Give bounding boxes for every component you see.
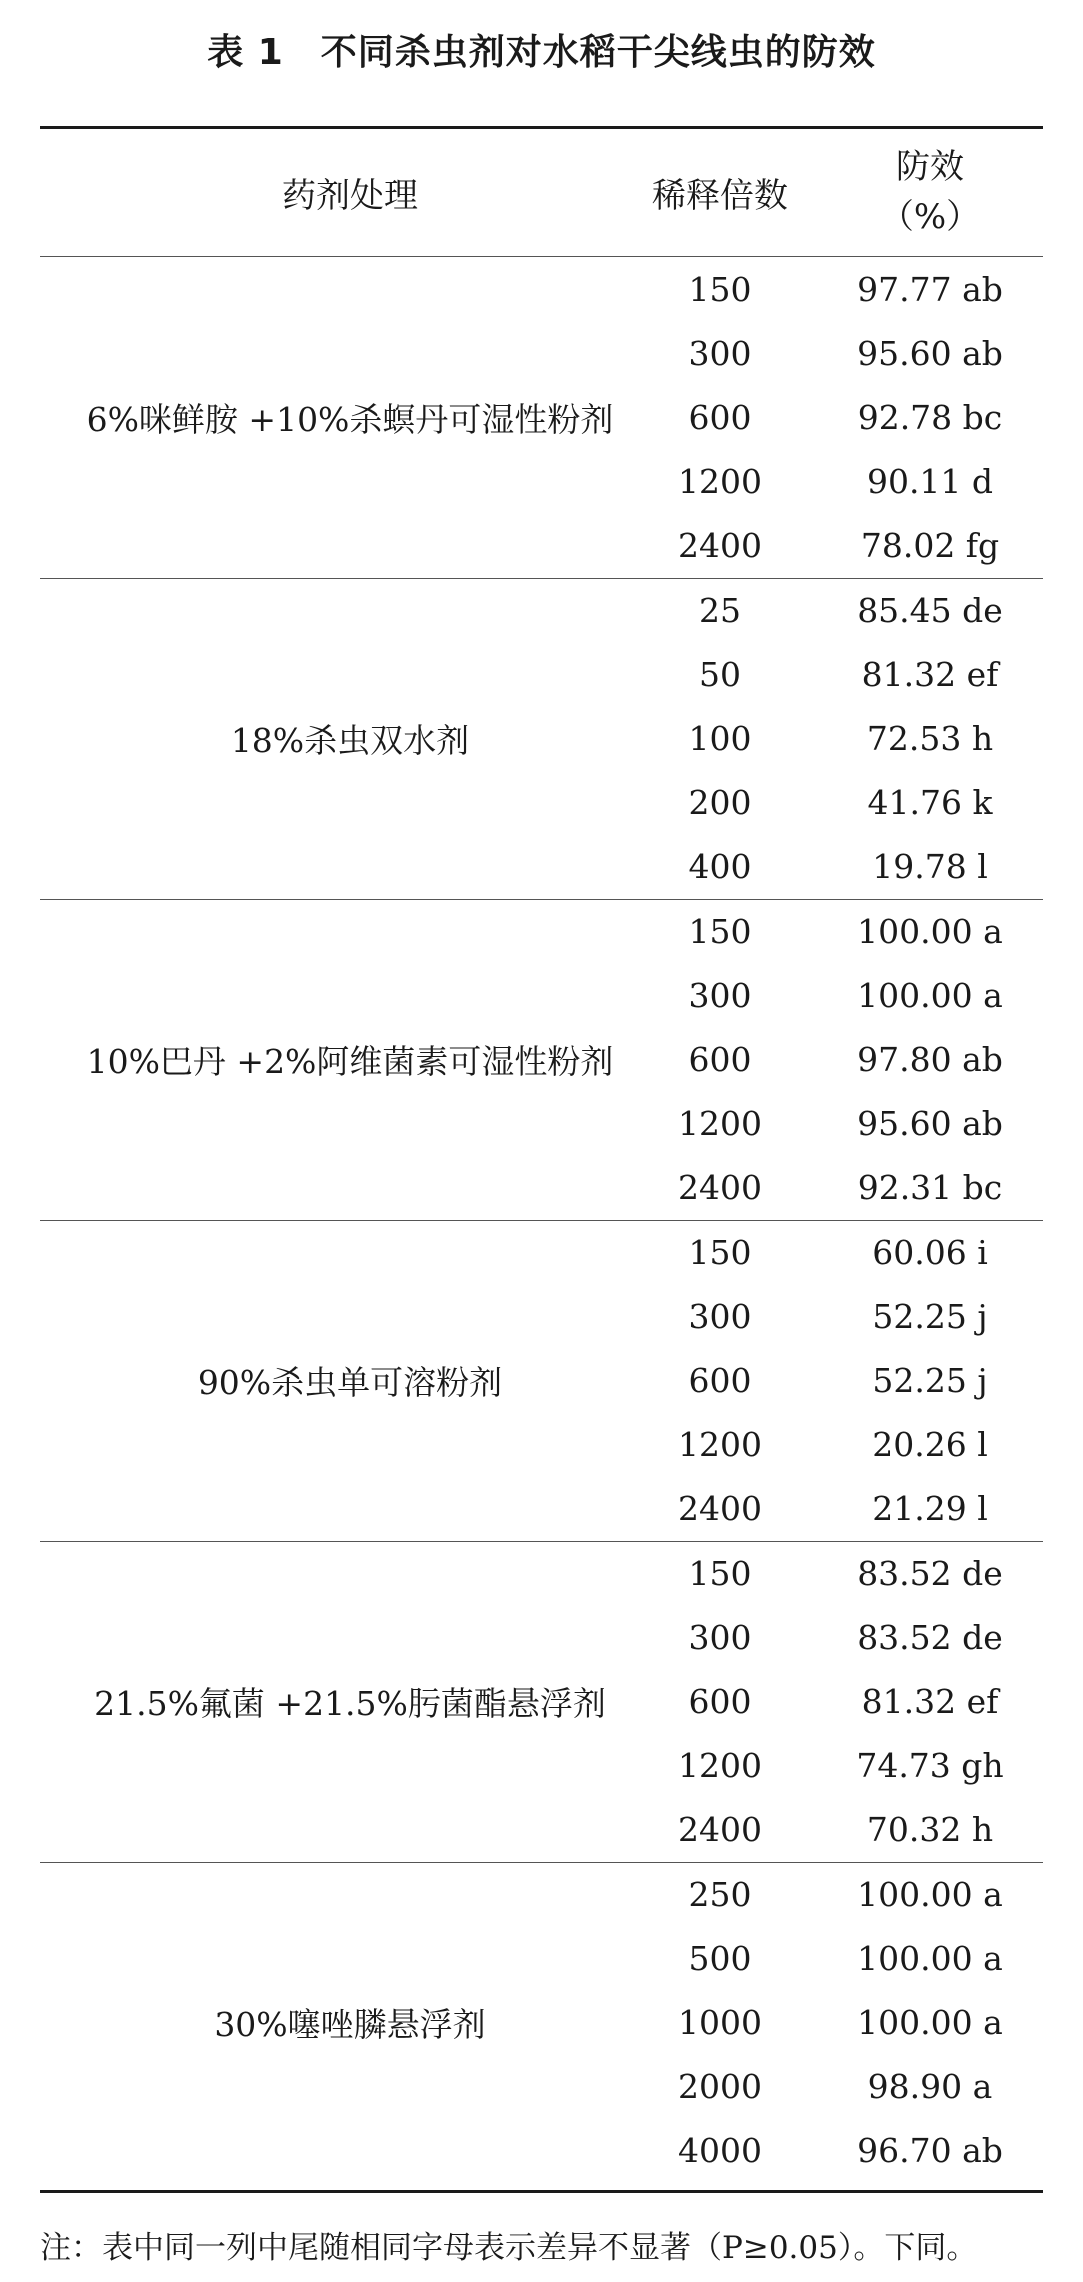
treatment-name: 6%咪鲜胺 +10%杀螟丹可湿性粉剂 <box>86 400 614 439</box>
dilution-cell: 600 <box>688 397 752 437</box>
efficacy-cell: 81.32 ef <box>861 1681 999 1721</box>
dilution-cell: 150 <box>688 269 752 309</box>
dilution-cell: 150 <box>688 1553 752 1593</box>
efficacy-cell: 52.25 j <box>872 1360 988 1400</box>
dilution-cell: 600 <box>688 1360 752 1400</box>
dilution-cell: 500 <box>688 1938 752 1978</box>
header-treatment: 药剂处理 <box>282 175 418 216</box>
treatment-name: 30%噻唑膦悬浮剂 <box>214 2005 486 2044</box>
dilution-cell: 400 <box>688 847 752 887</box>
efficacy-cell: 83.52 de <box>857 1617 1003 1657</box>
dilution-cell: 300 <box>688 975 752 1015</box>
header-efficacy <box>820 128 1040 256</box>
efficacy-cell: 83.52 de <box>857 1553 1003 1593</box>
bottom-rule <box>40 2190 1043 2193</box>
efficacy-cell: 52.25 j <box>872 1296 988 1336</box>
dilution-cell: 4000 <box>678 2131 762 2171</box>
header-dilution: 稀释倍数 <box>652 175 788 216</box>
dilution-cell: 250 <box>688 1874 752 1914</box>
dilution-cell: 2400 <box>678 1489 762 1529</box>
dilution-cell: 100 <box>688 718 752 758</box>
dilution-cell: 300 <box>688 1617 752 1657</box>
efficacy-cell: 95.60 ab <box>857 1104 1003 1144</box>
efficacy-cell: 21.29 l <box>872 1489 988 1529</box>
dilution-cell: 25 <box>699 590 741 630</box>
table-note: 注：表中同一列中尾随相同字母表示差异不显著（P≥0.05）。下同。 <box>40 2230 978 2266</box>
efficacy-cell: 95.60 ab <box>857 333 1003 373</box>
dilution-cell: 600 <box>688 1681 752 1721</box>
efficacy-cell: 72.53 h <box>866 718 994 758</box>
dilution-cell: 200 <box>688 783 752 823</box>
efficacy-cell: 70.32 h <box>866 1810 994 1850</box>
dilution-cell: 2000 <box>678 2067 762 2107</box>
dilution-cell: 300 <box>688 1296 752 1336</box>
dilution-cell: 150 <box>688 1232 752 1272</box>
dilution-cell: 1200 <box>678 1104 762 1144</box>
efficacy-cell: 96.70 ab <box>857 2131 1003 2171</box>
dilution-cell: 600 <box>688 1039 752 1079</box>
efficacy-cell: 74.73 gh <box>856 1746 1004 1786</box>
efficacy-cell: 92.78 bc <box>857 397 1003 437</box>
efficacy-cell: 92.31 bc <box>857 1168 1003 1208</box>
dilution-cell: 2400 <box>678 526 762 566</box>
table-title: 表 1 不同杀虫剂对水稻干尖线虫的防效 <box>207 32 876 73</box>
treatment-name: 18%杀虫双水剂 <box>230 721 470 760</box>
efficacy-cell: 97.77 ab <box>857 269 1003 309</box>
treatment-name: 10%巴丹 +2%阿维菌素可湿性粉剂 <box>86 1042 614 1081</box>
dilution-cell: 2400 <box>678 1810 762 1850</box>
efficacy-cell: 100.00 a <box>857 911 1003 951</box>
efficacy-cell: 41.76 k <box>867 783 993 823</box>
efficacy-cell: 19.78 l <box>872 847 988 887</box>
efficacy-cell: 85.45 de <box>857 590 1003 630</box>
treatment-name: 21.5%氟菌 +21.5%肟菌酯悬浮剂 <box>94 1684 606 1723</box>
header-efficacy-unit: （%） <box>879 197 981 237</box>
dilution-cell: 300 <box>688 333 752 373</box>
efficacy-cell: 100.00 a <box>857 975 1003 1015</box>
dilution-cell: 2400 <box>678 1168 762 1208</box>
efficacy-cell: 90.11 d <box>866 462 994 502</box>
efficacy-cell: 100.00 a <box>857 2002 1003 2042</box>
dilution-cell: 1200 <box>678 462 762 502</box>
dilution-cell: 1200 <box>678 1746 762 1786</box>
efficacy-cell: 97.80 ab <box>857 1039 1003 1079</box>
efficacy-cell: 20.26 l <box>872 1425 988 1465</box>
efficacy-cell: 98.90 a <box>867 2067 993 2107</box>
efficacy-cell: 100.00 a <box>857 1938 1003 1978</box>
efficacy-cell: 78.02 fg <box>860 526 1000 566</box>
efficacy-cell: 60.06 i <box>872 1232 988 1272</box>
dilution-cell: 150 <box>688 911 752 951</box>
dilution-cell: 1200 <box>678 1425 762 1465</box>
treatment-name: 90%杀虫单可溶粉剂 <box>197 1363 503 1402</box>
dilution-cell: 50 <box>699 654 741 694</box>
efficacy-cell: 100.00 a <box>857 1874 1003 1914</box>
header-efficacy-label: 防效 <box>896 147 964 187</box>
efficacy-cell: 81.32 ef <box>861 654 999 694</box>
dilution-cell: 1000 <box>678 2002 762 2042</box>
